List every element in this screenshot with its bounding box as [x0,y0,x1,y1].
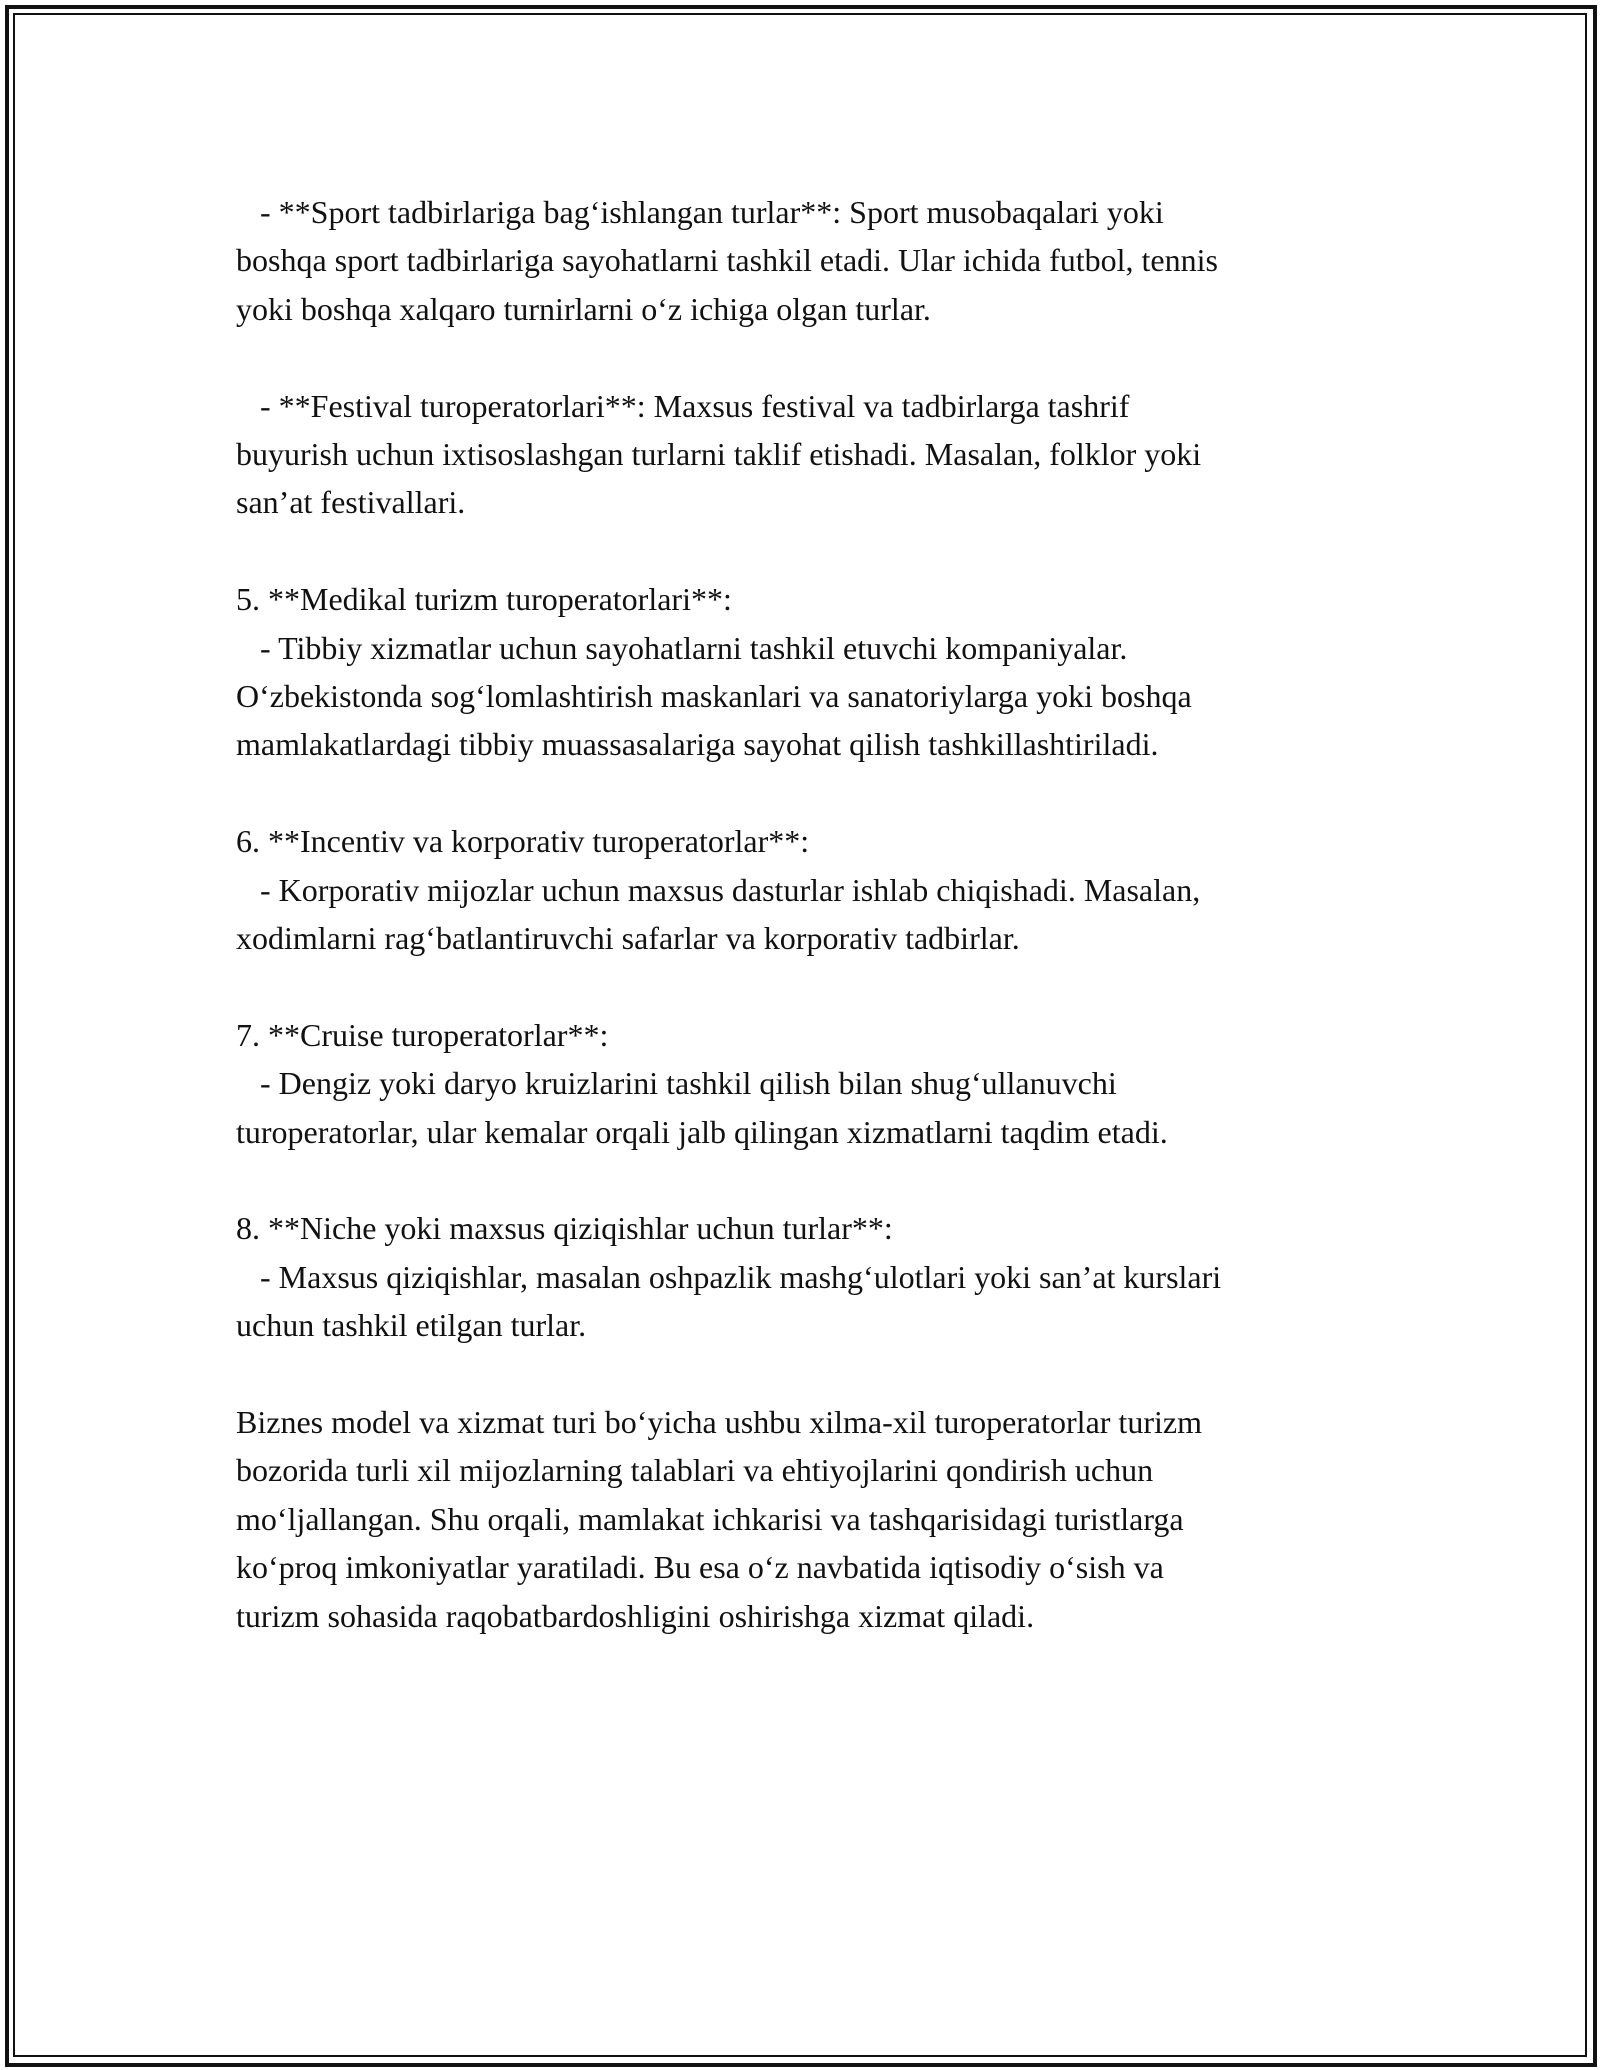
text-line: - Korporativ mijozlar uchun maxsus dasturlar ishlab chiqishadi. Masalan, [236,871,1201,908]
text-line: mamlakatlardagi tibbiy muassasalariga sayohat qilish tashkillashtiriladi. [236,726,1159,763]
text-line: turoperatorlar, ular kemalar orqali jalb qilingan xizmatlarni taqdim etadi. [236,1113,1168,1150]
text-line: buyurish uchun ixtisoslashgan turlarni taklif etishadi. Masalan, folklor yoki [236,436,1202,473]
text-line: - **Festival turoperatorlari**: Maxsus festival va tadbirlarga tashrif [236,387,1130,424]
paragraph-medical-tourism [236,575,1396,769]
text-line: xodimlarni rag‘batlantiruvchi safarlar va korporativ tadbirlar. [236,920,1020,957]
paragraph-sport-tours [236,188,1396,333]
list-heading: 8. **Niche yoki maxsus qiziqishlar uchun turlar**: [236,1210,893,1247]
paragraph-conclusion [236,1398,1396,1640]
text-line: mo‘ljallangan. Shu orqali, mamlakat ichkarisi va tashqarisidagi turistlarga [236,1500,1184,1537]
text-line: - Maxsus qiziqishlar, masalan oshpazlik mashg‘ulotlari yoki san’at kurslari [236,1258,1222,1295]
text-line: uchun tashkil etilgan turlar. [236,1307,587,1344]
paragraph-cruise [236,1011,1396,1156]
paragraph-incentive-corporate [236,817,1396,962]
document-body [236,188,1396,1688]
list-heading: 6. **Incentiv va korporativ turoperatorlar**: [236,823,810,860]
paragraph-niche-interest [236,1204,1396,1349]
paragraph-festival-tours [236,382,1396,527]
text-line: yoki boshqa xalqaro turnirlarni o‘z ichiga olgan turlar. [236,290,931,327]
text-line: Biznes model va xizmat turi bo‘yicha ushbu xilma-xil turoperatorlar turizm [236,1404,1202,1441]
list-heading: 7. **Cruise turoperatorlar**: [236,1016,609,1053]
text-line: O‘zbekistonda sog‘lomlashtirish maskanlari va sanatoriylarga yoki boshqa [236,678,1192,715]
text-line: boshqa sport tadbirlariga sayohatlarni tashkil etadi. Ular ichida futbol, tennis [236,242,1218,279]
text-line: - Tibbiy xizmatlar uchun sayohatlarni tashkil etuvchi kompaniyalar. [236,629,1128,666]
text-line: - Dengiz yoki daryo kruizlarini tashkil qilish bilan shug‘ullanuvchi [236,1065,1117,1102]
text-line: turizm sohasida raqobatbardoshligini oshirishga xizmat qiladi. [236,1597,1035,1634]
text-line: ko‘proq imkoniyatlar yaratiladi. Bu esa o‘z navbatida iqtisodiy o‘sish va [236,1549,1164,1586]
text-line: san’at festivallari. [236,484,466,521]
list-heading: 5. **Medikal turizm turoperatorlari**: [236,581,732,618]
text-line: bozorida turli xil mijozlarning talablari va ehtiyojlarini qondirish uchun [236,1452,1154,1489]
text-line: - **Sport tadbirlariga bag‘ishlangan turlar**: Sport musobaqalari yoki [236,194,1164,230]
